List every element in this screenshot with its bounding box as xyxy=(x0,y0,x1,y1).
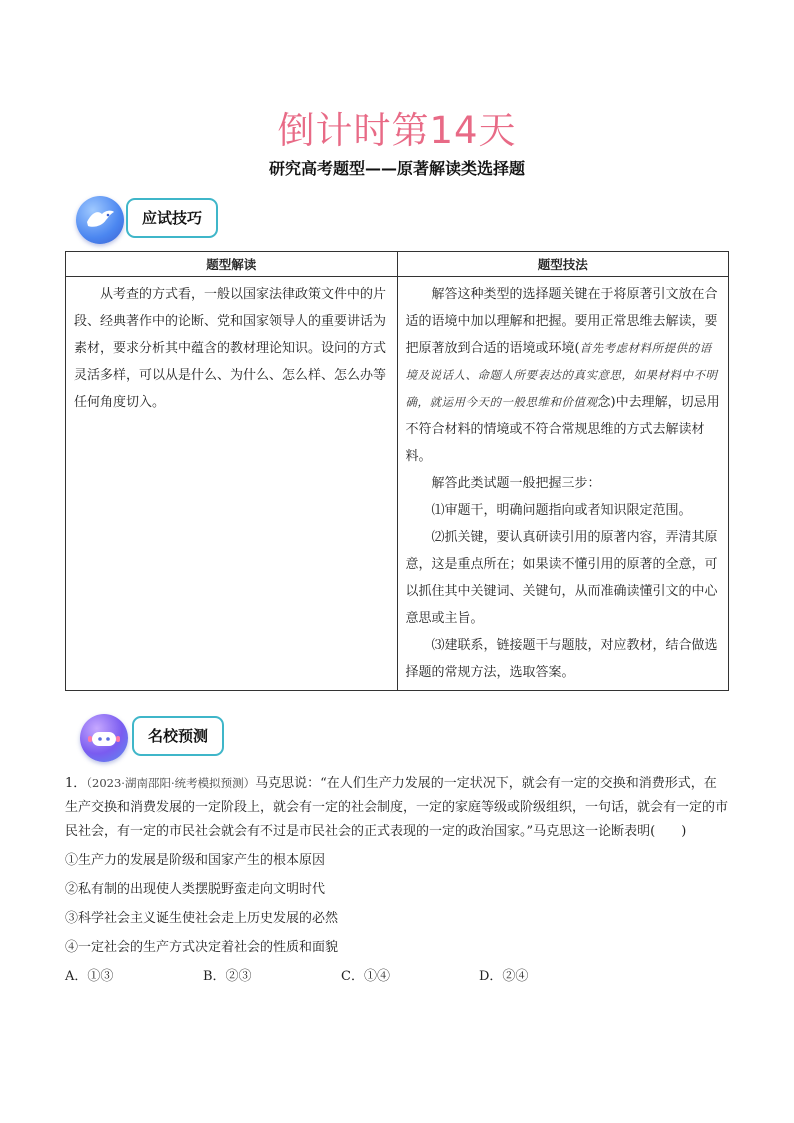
page-subtitle: 研究高考题型——原著解读类选择题 xyxy=(268,159,525,178)
option-2: ②私有制的出现使人类摆脱野蛮走向文明时代 xyxy=(65,882,326,897)
prediction-section-badge xyxy=(80,714,240,758)
technique-para-1: 解答这种类型的选择题关键在于将原著引文放在合适的语境中加以理解和把握。要用正常思维去解读，要把原著放到合适的语境或环境(首先考虑材料所提供的语境及说话人、命题人所要表达的真实意思，如果材料中不明确，就运用今天的一般思维和价值观念)中去理解，切忌用不符合材料的情境或不符合常规思维的方式去解读材料。 xyxy=(405,287,720,464)
dove-icon xyxy=(76,196,124,244)
chat-bot-icon xyxy=(80,714,128,762)
skills-table xyxy=(65,251,729,691)
answer-choices xyxy=(65,965,729,989)
technique-step-3: ⑶建联系，链接题干与题肢，对应教材，结合做选择题的常规方法，选取答案。 xyxy=(405,638,718,680)
header-technique: 题型技法 xyxy=(397,252,729,277)
table-header-row xyxy=(66,252,729,277)
choice-d[interactable]: D．②④ xyxy=(479,969,529,984)
choice-a[interactable]: A．①③ xyxy=(65,969,114,984)
choice-c[interactable]: C．①④ xyxy=(341,969,390,984)
skills-badge-label: 应试技巧 xyxy=(126,198,218,238)
technique-step-2: ⑵抓关键，要认真研读引用的原著内容，弄清其原意，这是重点所在；如果读不懂引用的原著的全意，可以抓住其中关键词、关键句，从而准确读懂引文的中心意思或主旨。 xyxy=(405,530,718,626)
question-stem: 马克思说：“在人们生产力发展的一定状况下，就会有一定的交换和消费形式，在生产交换和消费发展的一定阶段上，就会有一定的社会制度，一定的家庭等级或阶级组织，一句话，就会有一定的市民社会，有一定的市民社会就会有不过是市民社会的正式表现的一定的政治国家。”马克思这一论断表明( ) xyxy=(65,776,729,839)
table-body-row xyxy=(66,277,729,691)
prediction-badge-label: 名校预测 xyxy=(132,716,224,756)
technique-note: 首先考虑材料所提供的语境及说话人、命题人所要表达的真实意思，如果材料中不明确，就运用今天的一般思维和价值观 xyxy=(405,341,718,409)
question-type-text: 从考查的方式看，一般以国家法律政策文件中的片段、经典著作中的论断、党和国家领导人的重要讲话为素材，要求分析其中蕴含的教材理论知识。设问的方式灵活多样，可以从是什么、为什么、怎么样、怎么办等任何角度切入。 xyxy=(74,287,387,410)
question-type-cell xyxy=(66,277,398,691)
question-stem-line xyxy=(65,771,729,844)
countdown-title: 倒计时第14天 xyxy=(277,109,517,152)
question-source: （2023·湖南邵阳·统考模拟预测） xyxy=(86,776,256,790)
header-question-type: 题型解读 xyxy=(66,252,398,277)
option-3: ③科学社会主义诞生使社会走上历史发展的必然 xyxy=(65,911,339,926)
technique-step-1: ⑴审题干，明确问题指向或者知识限定范围。 xyxy=(431,503,692,518)
question-number: 1． xyxy=(65,776,87,791)
skills-section-badge xyxy=(76,196,236,240)
option-1: ①生产力的发展是阶级和国家产生的根本原因 xyxy=(65,853,326,868)
option-4: ④一定社会的生产方式决定着社会的性质和面貌 xyxy=(65,940,339,955)
choice-b[interactable]: B．②③ xyxy=(203,969,252,984)
technique-para-2: 解答此类试题一般把握三步： xyxy=(431,476,601,491)
technique-cell xyxy=(397,277,729,691)
question-1 xyxy=(65,771,729,989)
